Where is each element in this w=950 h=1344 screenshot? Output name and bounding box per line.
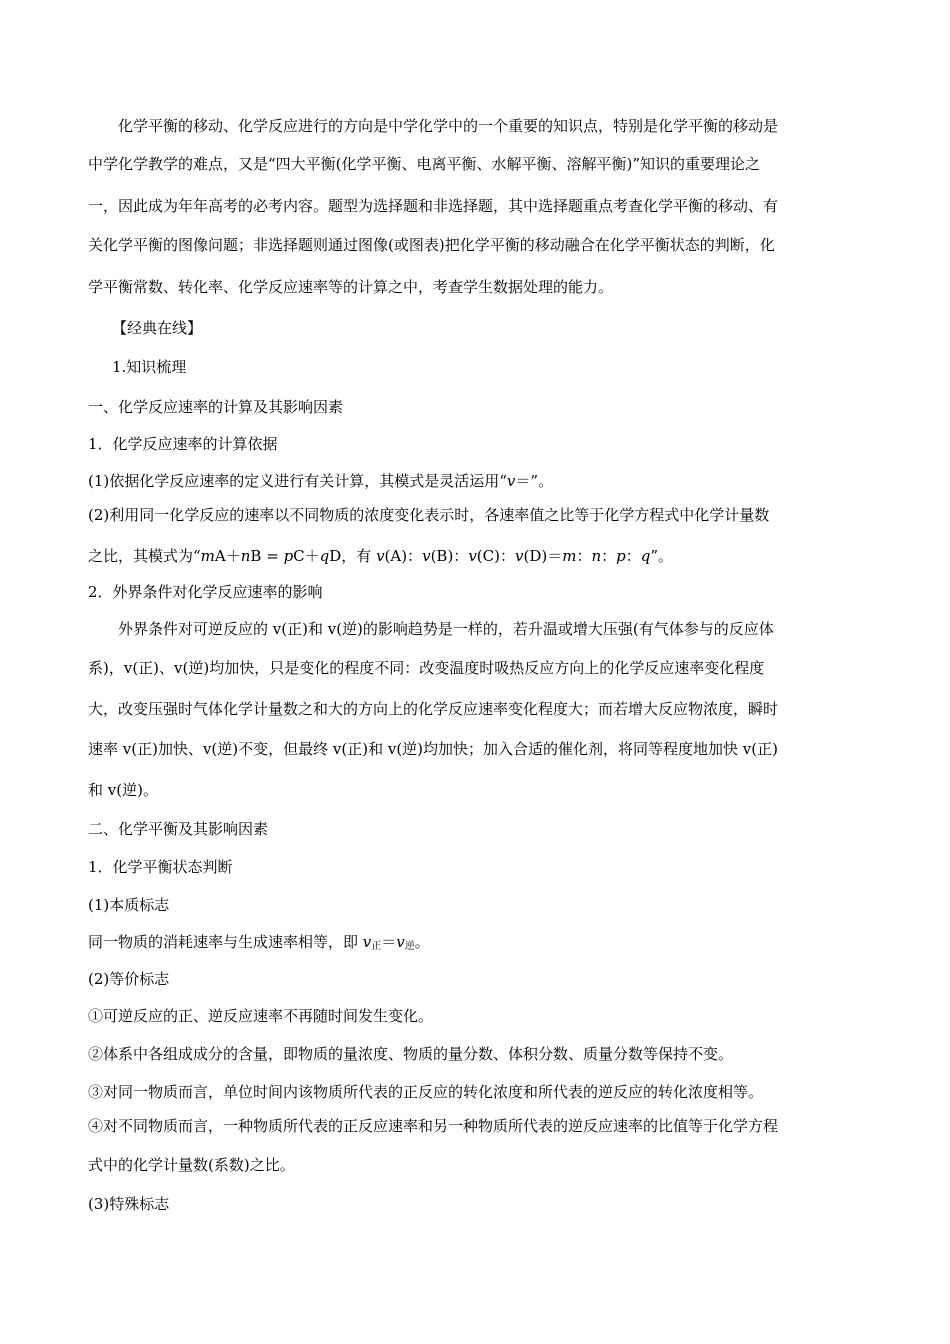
var-v: v (396, 933, 405, 951)
section1-title: 一、化学反应速率的计算及其影响因素 (88, 398, 344, 416)
text-run: 同一物质的消耗速率与生成速率相等，即 (88, 933, 363, 951)
equiv-mark-4-line1: ④对不同物质而言，一种物质所代表的正反应速率和另一种物质所代表的逆反应速率的比值等于化学方程 (88, 1117, 779, 1135)
heading-classic-online: 【经典在线】 (112, 319, 203, 337)
text-run: (C)： (476, 547, 515, 565)
text-run: 之比，其模式为“ (88, 547, 201, 565)
var-q: q (640, 547, 651, 565)
equiv-mark-2: ②体系中各组成成分的含量，即物质的量浓度、物质的量分数、体积分数、质量分数等保持不变。 (88, 1045, 734, 1063)
heading-knowledge: 1.知识梳理 (112, 358, 187, 376)
subscript-forward: 正 (371, 941, 382, 952)
text-run: ： (601, 547, 617, 565)
var-v: v (514, 547, 524, 565)
text-run: 。 (414, 933, 430, 951)
var-n: n (240, 547, 251, 565)
item1-v: v (506, 472, 516, 490)
text-run: ： (625, 547, 641, 565)
section1-para-line-2: 系)，v(正)、v(逆)均加快，只是变化的程度不同：改变温度时吸热反应方向上的化学反应速率变化程度 (88, 659, 765, 677)
section1-para-line-1: 外界条件对可逆反应的 v(正)和 v(逆)的影响趋势是一样的，若升温或增大压强(有气体参与的反应体 (118, 620, 774, 638)
text-run: B = (250, 547, 284, 565)
text-run: (A)： (384, 547, 423, 565)
section1-para-line-4: 速率 v(正)加快、v(逆)不变，但最终 v(正)和 v(逆)均加快；加入合适的催化剂，将同等程度地加快 v(正) (88, 740, 778, 758)
subscript-reverse: 逆 (404, 941, 415, 952)
text-run: (B)： (430, 547, 469, 565)
text-run: C＋ (293, 547, 320, 565)
var-v: v (468, 547, 477, 565)
section1-item2-line2 (88, 541, 864, 572)
section2-essence (88, 927, 864, 962)
intro-line-2: 中学化学教学的难点，又是“四大平衡(化学平衡、电离平衡、水解平衡、溶解平衡)”知识的重要理论之 (88, 155, 761, 173)
var-p: p (616, 547, 626, 565)
var-n: n (591, 547, 602, 565)
var-v: v (376, 547, 385, 565)
equiv-mark-3: ③对同一物质而言，单位时间内该物质所代表的正反应的转化浓度和所代表的逆反应的转化浓度相等。 (88, 1083, 764, 1101)
section2-item2: (2)等价标志 (88, 970, 170, 988)
intro-line-1: 化学平衡的移动、化学反应进行的方向是中学化学中的一个重要的知识点，特别是化学平衡的移动是 (118, 117, 779, 135)
section1-item2-line1: (2)利用同一化学反应的速率以不同物质的浓度变化表示时，各速率值之比等于化学方程式中化学计量数 (88, 506, 770, 524)
intro-line-4: 关化学平衡的图像问题；非选择题则通过图像(或图表)把化学平衡的移动融合在化学平衡状态的判断，化 (88, 236, 775, 254)
equiv-mark-1: ①可逆反应的正、逆反应速率不再随时间发生变化。 (88, 1007, 434, 1025)
intro-line-5: 学平衡常数、转化率、化学反应速率等的计算之中，考查学生数据处理的能力。 (88, 278, 614, 296)
section2-item3: (3)特殊标志 (88, 1195, 170, 1213)
section1-sub2: 2．外界条件对化学反应速率的影响 (88, 583, 323, 601)
var-v: v (422, 547, 431, 565)
text-run: D，有 (329, 547, 377, 565)
text-run: ＝ (381, 933, 397, 951)
item1-pre: (1)依据化学反应速率的定义进行有关计算，其模式是灵活运用“ (88, 472, 507, 490)
section1-para-line-3: 大，改变压强时气体化学计量数之和大的方向上的化学反应速率变化程度大；而若增大反应物浓度，瞬时 (88, 700, 779, 718)
text-run: ： (576, 547, 592, 565)
section2-title: 二、化学平衡及其影响因素 (88, 820, 269, 838)
var-v: v (362, 933, 372, 951)
section2-item1: (1)本质标志 (88, 896, 170, 914)
intro-line-3: 一，因此成为年年高考的必考内容。题型为选择题和非选择题，其中选择题重点考查化学平衡的移动、有 (88, 197, 779, 215)
section1-para-line-5: 和 v(逆)。 (88, 781, 158, 799)
section2-sub1: 1．化学平衡状态判断 (88, 858, 233, 876)
var-m: m (562, 547, 577, 565)
section1-item1 (88, 466, 864, 497)
text-run: (D)＝ (523, 547, 563, 565)
equiv-mark-4-line2: 式中的化学计量数(系数)之比。 (88, 1156, 295, 1174)
section1-sub1: 1．化学反应速率的计算依据 (88, 435, 278, 453)
text-run: A＋ (214, 547, 241, 565)
var-m: m (200, 547, 215, 565)
var-p: p (283, 547, 294, 565)
item1-post: ＝”。 (515, 472, 554, 490)
text-run: ”。 (650, 547, 674, 565)
var-q: q (319, 547, 330, 565)
